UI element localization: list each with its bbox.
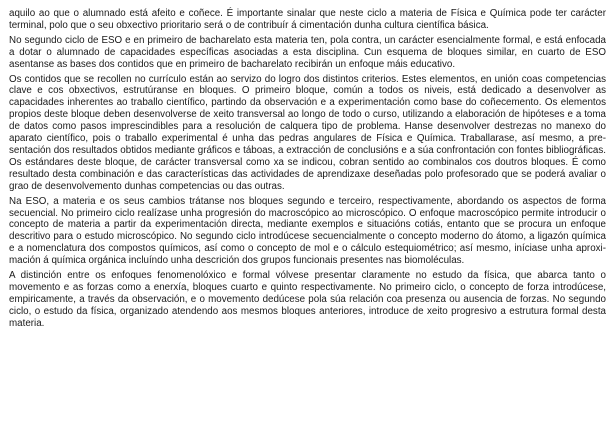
paragraph: Na ESO, a materia e os seus cambios trátanse nos bloques segundo e terceiro, respectivamente, abordando os aspectos de forma secuencial. No primeiro ciclo realízase unha progresión do macroscópico ao microscópico. O enfoque macroscópico permite introducir o concepto de materia a partir da experimentación directa, mediante exemplos e situacións cotiás, entanto que se procura un enfoque descritivo para o estudo microscópico. No segundo ciclo introdúcese secuencialmente o concepto moderno do átomo, a ligazón química e a nomenclatura dos compostos químicos, así como o concepto de mol e o cálculo estequiométrico; así mesmo, iníciase unha aproximación á química orgánica incluíndo unha descrición dos grupos funcionais presentes nas biomoléculas.	[9, 195, 606, 267]
paragraph: Os contidos que se recollen no currículo están ao servizo do logro dos distintos criterios. Estes elementos, en unión coas competencias clave e cos obxectivos, estrutúranse en bloques. O primeiro bloque, común a todos os niveis, está dedicado a desenvolver as capacidades inherentes ao traballo científico, partindo da observación e a experimentación como base do coñecemento. Os elementos propios deste bloque deben desenvolverse de xeito transversal ao longo de todo o curso, utilizando a elaboración de hipóteses e a toma de datos como pasos imprescindibles para a resolución de calquera tipo de problema. Hanse desenvolver destrezas no manexo do aparato científico, pois o traballo experimental é unha das pedras angulares de Física e Química. Traballarase, así mesmo, a presentación dos resultados obtidos mediante gráficos e táboas, a extracción de conclusións e a súa confrontación con fontes bibliográficas. Os estándares deste bloque, de carácter transversal como xa se indicou, cobran sentido ao combinalos cos doutros bloques. É como resultado desta combinación e das características das actividades de aprendizaxe deseñadas polo profesorado que se poderá avaliar o grao de desenvolvemento dunhas competencias ou das outras.	[9, 73, 606, 192]
paragraph: aquilo ao que o alumnado está afeito e coñece. É importante sinalar que neste ciclo a materia de Física e Química pode ter carácter terminal, polo que o seu obxectivo prioritario será o de contribuír á cimentación dunha cultura científica básica.	[9, 8, 606, 31]
paragraph: No segundo ciclo de ESO e en primeiro de bacharelato esta materia ten, pola contra, un carácter esencialmente formal, e está enfocada a dotar o alumnado de capacidades específicas asociadas a esta disciplina. Cun esquema de bloques similar, en cuarto de ESO asentanse as bases dos contidos que en primeiro de bacharelato recibirán un enfoque máis educativo.	[9, 34, 606, 70]
paragraph: A distinción entre os enfoques fenomenolóxico e formal vólvese presentar claramente no estudo da física, que abarca tanto o movemento e as forzas como a enerxía, bloques cuarto e quinto respectivamente. No primeiro ciclo, o concepto de forza introdúcese, empiricamente, a través da observación, e o movemento dedúcese pola súa relación coa presenza ou ausencia de forzas. No segundo ciclo, o estudo da física, organizado atendendo aos mesmos bloques anteriores, introduce de xeito progresivo a estrutura formal desta materia.	[9, 270, 606, 329]
